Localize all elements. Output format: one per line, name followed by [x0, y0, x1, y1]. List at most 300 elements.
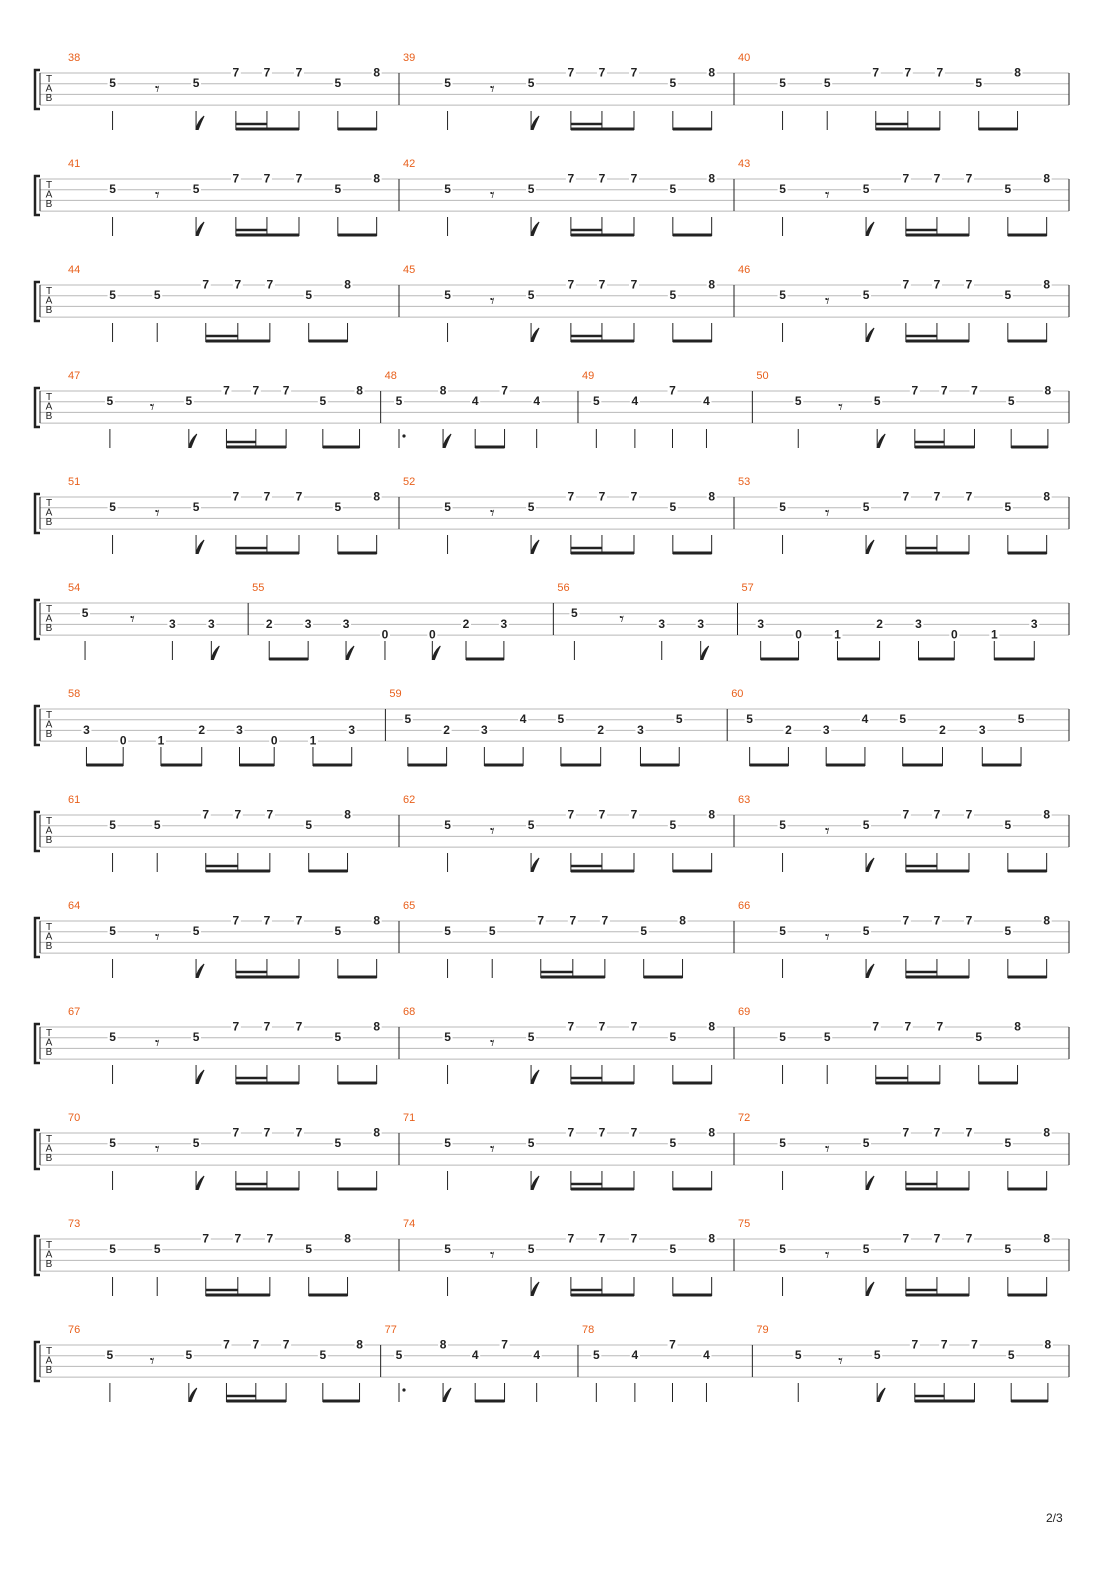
- eighth-flag: [531, 116, 539, 130]
- fret-number: 8: [1043, 1125, 1051, 1140]
- fret-number: 5: [1004, 818, 1012, 832]
- eighth-flag: [866, 328, 874, 342]
- fret-number: 3: [658, 617, 666, 631]
- measure-number: 41: [68, 158, 81, 170]
- tab-clef-letter: B: [45, 1259, 53, 1270]
- eighth-rest: 𝄾: [154, 503, 160, 523]
- fret-number: 5: [319, 1348, 327, 1362]
- fret-number: 5: [779, 1136, 786, 1150]
- fret-number: 7: [911, 1337, 919, 1352]
- fret-number: 5: [109, 500, 116, 514]
- fret-number: 7: [601, 913, 609, 928]
- fret-number: 7: [933, 913, 941, 928]
- fret-number: 5: [153, 818, 161, 832]
- fret-number: 5: [395, 394, 403, 408]
- measure-number: 44: [68, 264, 81, 276]
- measure-number: 70: [68, 1112, 81, 1124]
- eighth-rest: 𝄾: [130, 609, 135, 629]
- fret-number: 7: [263, 913, 271, 928]
- eighth-flag: [196, 116, 204, 130]
- measure-number: 52: [403, 476, 416, 488]
- measure-number: 69: [738, 1006, 751, 1018]
- fret-number: 7: [598, 1125, 606, 1140]
- fret-number: 7: [630, 1231, 638, 1246]
- fret-number: 7: [965, 489, 973, 504]
- eighth-flag: [196, 964, 204, 978]
- system-bracket: [35, 918, 40, 957]
- fret-number: 5: [444, 500, 451, 514]
- fret-number: 5: [109, 182, 116, 196]
- fret-number: 7: [904, 1019, 912, 1034]
- fret-number: 5: [106, 394, 114, 408]
- fret-number: 7: [252, 1337, 260, 1352]
- fret-number: 5: [779, 500, 786, 514]
- measure-number: 42: [403, 158, 416, 170]
- tab-clef-letter: B: [45, 411, 53, 422]
- fret-number: 5: [109, 924, 116, 938]
- fret-number: 5: [192, 924, 200, 938]
- fret-number: 7: [295, 171, 303, 186]
- fret-number: 8: [1014, 65, 1021, 80]
- fret-number: 8: [373, 171, 381, 186]
- fret-number: 7: [965, 277, 973, 292]
- fret-number: 5: [1007, 1348, 1015, 1362]
- fret-number: 7: [232, 913, 240, 928]
- measure-number: 63: [738, 794, 751, 806]
- fret-number: 5: [109, 288, 116, 302]
- eighth-flag: [196, 1070, 204, 1084]
- system-bracket: [35, 494, 40, 533]
- fret-number: 7: [223, 1337, 230, 1352]
- fret-number: 7: [902, 807, 910, 822]
- fret-number: 7: [630, 277, 638, 292]
- eighth-rest: 𝄾: [838, 1351, 843, 1371]
- fret-number: 5: [334, 500, 342, 514]
- fret-number: 3: [481, 723, 488, 737]
- tab-clef-letter: T: [45, 1346, 53, 1357]
- fret-number: 4: [703, 1348, 710, 1362]
- fret-number: 4: [631, 1348, 639, 1362]
- fret-number: 8: [356, 383, 363, 398]
- tab-clef-letter: T: [45, 180, 53, 191]
- system-bracket: [35, 600, 40, 639]
- tab-clef-letter: B: [45, 941, 53, 952]
- fret-number: 5: [444, 1030, 451, 1044]
- fret-number: 8: [373, 489, 381, 504]
- fret-number: 7: [567, 1019, 575, 1034]
- measure-number: 64: [68, 900, 81, 912]
- tab-clef-letter: T: [45, 286, 53, 297]
- system-bracket: [35, 388, 40, 427]
- measure-number: 74: [403, 1218, 416, 1230]
- fret-number: 7: [940, 1337, 948, 1352]
- fret-number: 3: [1030, 617, 1038, 631]
- fret-number: 5: [192, 500, 200, 514]
- fret-number: 3: [915, 617, 922, 631]
- fret-number: 7: [567, 489, 575, 504]
- measure-number: 60: [731, 688, 744, 700]
- measure-number: 43: [738, 158, 751, 170]
- fret-number: 5: [669, 1136, 677, 1150]
- fret-number: 5: [109, 76, 116, 90]
- fret-number: 4: [471, 394, 479, 408]
- fret-number: 7: [263, 1019, 271, 1034]
- system-bracket: [35, 1236, 40, 1275]
- fret-number: 5: [975, 76, 983, 90]
- fret-number: 7: [295, 913, 303, 928]
- fret-number: 5: [557, 712, 565, 726]
- eighth-flag: [866, 540, 874, 554]
- eighth-rest: 𝄾: [489, 503, 495, 523]
- fret-number: 5: [779, 818, 786, 832]
- fret-number: 7: [263, 1125, 271, 1140]
- measure-number: 65: [403, 900, 416, 912]
- fret-number: 5: [794, 394, 802, 408]
- fret-number: 4: [533, 394, 541, 408]
- tab-clef-letter: B: [45, 729, 53, 740]
- tab-clef-letter: A: [45, 295, 53, 307]
- eighth-flag: [346, 646, 354, 660]
- fret-number: 7: [295, 489, 303, 504]
- tab-clef-letter: B: [45, 517, 53, 528]
- fret-number: 5: [185, 394, 193, 408]
- fret-number: 8: [1043, 489, 1051, 504]
- eighth-rest: 𝄾: [154, 79, 160, 99]
- fret-number: 5: [669, 818, 677, 832]
- fret-number: 7: [266, 807, 274, 822]
- fret-number: 7: [232, 489, 240, 504]
- tab-clef-letter: A: [45, 1249, 53, 1261]
- fret-number: 8: [1043, 807, 1051, 822]
- tab-clef-letter: B: [45, 1153, 53, 1164]
- fret-number: 2: [265, 617, 273, 631]
- fret-number: 0: [381, 627, 389, 642]
- fret-number: 7: [232, 1019, 240, 1034]
- fret-number: 7: [282, 383, 290, 398]
- fret-number: 5: [794, 1348, 802, 1362]
- fret-number: 5: [319, 394, 327, 408]
- fret-number: 7: [223, 383, 230, 398]
- tab-clef-letter: T: [45, 710, 53, 721]
- fret-number: 7: [902, 1231, 910, 1246]
- eighth-rest: 𝄾: [824, 821, 830, 841]
- fret-number: 7: [501, 1337, 508, 1352]
- fret-number: 7: [598, 65, 606, 80]
- fret-number: 5: [1004, 288, 1012, 302]
- eighth-rest: 𝄾: [154, 1139, 160, 1159]
- fret-number: 7: [902, 171, 910, 186]
- fret-number: 5: [1007, 394, 1015, 408]
- tab-clef-letter: B: [45, 305, 53, 316]
- measure-number: 57: [741, 582, 754, 594]
- eighth-flag: [196, 1176, 204, 1190]
- fret-number: 3: [304, 617, 312, 631]
- fret-number: 7: [567, 277, 575, 292]
- tab-clef-letter: T: [45, 498, 53, 509]
- fret-number: 7: [202, 277, 210, 292]
- eighth-rest: 𝄾: [154, 927, 160, 947]
- measure-number: 67: [68, 1006, 81, 1018]
- fret-number: 3: [978, 723, 986, 737]
- fret-number: 7: [598, 1231, 606, 1246]
- eighth-flag: [531, 222, 539, 236]
- fret-number: 5: [305, 1242, 313, 1256]
- fret-number: 5: [669, 1242, 677, 1256]
- fret-number: 7: [933, 1231, 941, 1246]
- fret-number: 3: [169, 617, 176, 631]
- eighth-rest: 𝄾: [489, 185, 495, 205]
- fret-number: 8: [1043, 171, 1051, 186]
- fret-number: 5: [488, 924, 496, 938]
- eighth-rest: 𝄾: [489, 79, 495, 99]
- fret-number: 8: [1043, 277, 1051, 292]
- eighth-flag: [866, 1282, 874, 1296]
- fret-number: 2: [939, 723, 946, 737]
- fret-number: 5: [1004, 500, 1012, 514]
- fret-number: 5: [823, 76, 831, 90]
- system-bracket: [35, 706, 40, 745]
- fret-number: 7: [598, 171, 606, 186]
- fret-number: 5: [862, 924, 870, 938]
- fret-number: 7: [936, 1019, 944, 1034]
- tab-clef-letter: A: [45, 1355, 53, 1367]
- fret-number: 5: [592, 394, 600, 408]
- fret-number: 1: [309, 733, 317, 748]
- tab-clef-letter: B: [45, 199, 53, 210]
- fret-number: 5: [444, 76, 451, 90]
- tab-clef-letter: T: [45, 392, 53, 403]
- fret-number: 7: [501, 383, 508, 398]
- measure-number: 48: [384, 370, 397, 382]
- eighth-rest: 𝄾: [824, 1245, 830, 1265]
- fret-number: 5: [779, 924, 786, 938]
- fret-number: 7: [971, 1337, 978, 1352]
- fret-number: 7: [940, 383, 948, 398]
- eighth-flag: [443, 1388, 451, 1402]
- fret-number: 5: [669, 76, 677, 90]
- fret-number: 7: [295, 1125, 303, 1140]
- fret-number: 7: [630, 489, 638, 504]
- fret-number: 5: [444, 818, 451, 832]
- fret-number: 5: [862, 818, 870, 832]
- eighth-rest: 𝄾: [824, 185, 830, 205]
- fret-number: 7: [904, 65, 912, 80]
- fret-number: 5: [669, 182, 677, 196]
- measure-number: 50: [756, 370, 769, 382]
- fret-number: 2: [597, 723, 605, 737]
- tab-clef-letter: T: [45, 922, 53, 933]
- eighth-flag: [866, 964, 874, 978]
- fret-number: 7: [630, 171, 638, 186]
- fret-number: 2: [443, 723, 450, 737]
- fret-number: 5: [334, 182, 342, 196]
- fret-number: 7: [234, 1231, 242, 1246]
- fret-number: 7: [232, 65, 240, 80]
- system-bracket: [35, 70, 40, 109]
- tab-clef-letter: B: [45, 835, 53, 846]
- fret-number: 5: [334, 76, 342, 90]
- fret-number: 8: [708, 1231, 716, 1246]
- fret-number: 7: [933, 277, 941, 292]
- fret-number: 5: [1004, 182, 1012, 196]
- measure-number: 72: [738, 1112, 751, 1124]
- measure-number: 51: [68, 476, 81, 488]
- fret-number: 5: [823, 1030, 831, 1044]
- fret-number: 7: [202, 1231, 210, 1246]
- fret-number: 5: [862, 288, 870, 302]
- fret-number: 0: [950, 627, 958, 642]
- fret-number: 5: [1004, 924, 1012, 938]
- fret-number: 5: [527, 818, 535, 832]
- fret-number: 7: [567, 1231, 575, 1246]
- fret-number: 7: [282, 1337, 290, 1352]
- eighth-rest: 𝄾: [154, 1033, 160, 1053]
- eighth-flag: [877, 434, 885, 448]
- fret-number: 8: [708, 171, 716, 186]
- fret-number: 8: [708, 65, 716, 80]
- fret-number: 5: [862, 182, 870, 196]
- measure-number: 55: [252, 582, 265, 594]
- fret-number: 7: [567, 807, 575, 822]
- fret-number: 3: [697, 617, 705, 631]
- dot: [402, 1388, 405, 1391]
- fret-number: 7: [252, 383, 260, 398]
- tab-clef-letter: B: [45, 93, 53, 104]
- fret-number: 5: [862, 1136, 870, 1150]
- eighth-rest: 𝄾: [824, 927, 830, 947]
- fret-number: 7: [965, 913, 973, 928]
- fret-number: 5: [444, 1242, 451, 1256]
- fret-number: 5: [153, 288, 161, 302]
- fret-number: 3: [637, 723, 644, 737]
- fret-number: 5: [899, 712, 907, 726]
- fret-number: 5: [334, 924, 342, 938]
- fret-number: 5: [395, 1348, 403, 1362]
- fret-number: 5: [527, 1136, 535, 1150]
- fret-number: 8: [344, 277, 351, 292]
- fret-number: 5: [192, 76, 200, 90]
- fret-number: 7: [965, 807, 973, 822]
- tab-clef-letter: A: [45, 1037, 53, 1049]
- fret-number: 7: [630, 65, 638, 80]
- measure-number: 78: [581, 1324, 595, 1336]
- measure-number: 79: [756, 1324, 769, 1336]
- fret-number: 7: [965, 1125, 973, 1140]
- fret-number: 8: [679, 913, 686, 928]
- fret-number: 5: [334, 1030, 342, 1044]
- eighth-flag: [866, 1176, 874, 1190]
- fret-number: 5: [192, 1030, 200, 1044]
- fret-number: 7: [567, 1125, 575, 1140]
- measure-number: 40: [738, 52, 751, 64]
- measure-number: 62: [403, 794, 416, 806]
- fret-number: 5: [1004, 1242, 1012, 1256]
- fret-number: 3: [500, 617, 508, 631]
- fret-number: 7: [234, 807, 242, 822]
- eighth-flag: [189, 1388, 197, 1402]
- fret-number: 0: [270, 733, 278, 748]
- fret-number: 8: [1044, 383, 1052, 398]
- tab-clef-letter: A: [45, 83, 53, 95]
- eighth-flag: [531, 1070, 539, 1084]
- fret-number: 5: [975, 1030, 983, 1044]
- fret-number: 5: [592, 1348, 600, 1362]
- fret-number: 5: [669, 1030, 677, 1044]
- system-bracket: [35, 1130, 40, 1169]
- system-bracket: [35, 1342, 40, 1381]
- fret-number: 5: [305, 818, 313, 832]
- eighth-flag: [196, 540, 204, 554]
- eighth-rest: 𝄾: [489, 1033, 495, 1053]
- fret-number: 8: [708, 489, 716, 504]
- measure-number: 68: [403, 1006, 416, 1018]
- fret-number: 8: [708, 277, 716, 292]
- fret-number: 5: [640, 924, 648, 938]
- eighth-flag: [443, 434, 451, 448]
- eighth-flag: [196, 222, 204, 236]
- fret-number: 4: [533, 1348, 541, 1362]
- fret-number: 5: [779, 182, 786, 196]
- eighth-rest: 𝄾: [489, 821, 495, 841]
- fret-number: 5: [669, 288, 677, 302]
- fret-number: 7: [234, 277, 242, 292]
- fret-number: 2: [785, 723, 792, 737]
- fret-number: 3: [236, 723, 243, 737]
- fret-number: 5: [527, 288, 535, 302]
- fret-number: 5: [153, 1242, 161, 1256]
- fret-number: 5: [862, 1242, 870, 1256]
- fret-number: 5: [779, 288, 786, 302]
- fret-number: 8: [439, 1337, 447, 1352]
- fret-number: 5: [185, 1348, 193, 1362]
- fret-number: 7: [567, 65, 575, 80]
- fret-number: 4: [519, 712, 527, 726]
- fret-number: 7: [933, 489, 941, 504]
- eighth-rest: 𝄾: [489, 291, 495, 311]
- fret-number: 5: [334, 1136, 342, 1150]
- fret-number: 1: [157, 733, 165, 748]
- fret-number: 8: [373, 1019, 381, 1034]
- fret-number: 7: [567, 171, 575, 186]
- fret-number: 5: [1004, 1136, 1012, 1150]
- measure-number: 71: [403, 1112, 416, 1124]
- measure-number: 77: [384, 1324, 397, 1336]
- eighth-flag: [189, 434, 197, 448]
- tab-clef-letter: A: [45, 719, 53, 731]
- system-bracket: [35, 282, 40, 321]
- fret-number: 7: [202, 807, 210, 822]
- measure-number: 59: [389, 688, 402, 700]
- fret-number: 7: [232, 1125, 240, 1140]
- fret-number: 8: [708, 807, 716, 822]
- fret-number: 7: [911, 383, 919, 398]
- fret-number: 7: [263, 65, 271, 80]
- fret-number: 8: [373, 1125, 381, 1140]
- tab-clef-letter: B: [45, 1047, 53, 1058]
- eighth-rest: 𝄾: [824, 1139, 830, 1159]
- fret-number: 5: [109, 1242, 116, 1256]
- fret-number: 7: [971, 383, 978, 398]
- measure-number: 47: [68, 370, 81, 382]
- measure-number: 53: [738, 476, 751, 488]
- fret-number: 3: [207, 617, 215, 631]
- eighth-rest: 𝄾: [149, 397, 155, 417]
- fret-number: 7: [598, 1019, 606, 1034]
- eighth-flag: [432, 646, 440, 660]
- fret-number: 8: [708, 1125, 716, 1140]
- fret-number: 5: [527, 1030, 535, 1044]
- fret-number: 7: [630, 1019, 638, 1034]
